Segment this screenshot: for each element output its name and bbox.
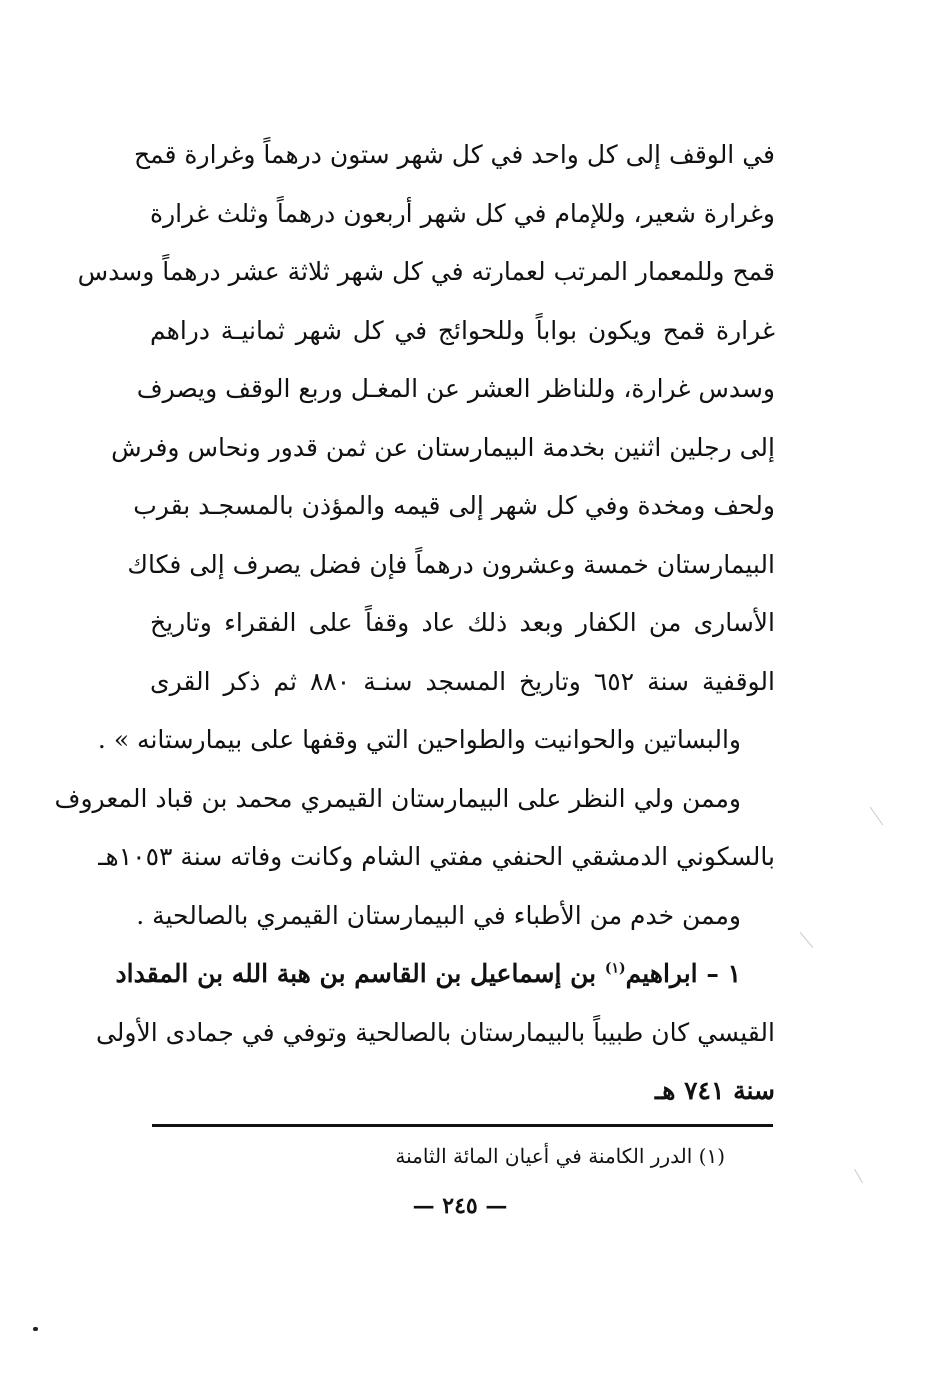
entry-name: ابراهيم xyxy=(625,959,698,988)
text-line: بالسكوني الدمشقي الحنفي مفتي الشام وكانت وفاته سنة ١٠٥٣هـ xyxy=(98,842,775,871)
text-line: وغرارة شعير، وللإمام في كل شهر أربعون درهماً وثلث غرارة xyxy=(150,198,775,228)
entry-number: ١ – xyxy=(706,959,741,988)
text-line: والبساتين والحوانيت والطواحين التي وقفها على بيمارستانه » . xyxy=(97,725,741,754)
ink-speck xyxy=(33,1327,38,1331)
footnote-divider xyxy=(152,1124,773,1127)
text-line: ولحف ومخدة وفي كل شهر إلى قيمه والمؤذن بالمسجـد بقرب xyxy=(133,491,775,520)
biography-entry-line xyxy=(115,945,775,1004)
text-line: في الوقف إلى كل واحد في كل شهر ستون درهماً وغرارة قمح xyxy=(133,140,775,169)
text-line: سنة ٧٤١ هـ xyxy=(654,1076,775,1105)
text-line: القيسي كان طبيباً بالبيمارستان بالصالحية وتوفي في جمادى الأولى xyxy=(95,1017,775,1047)
footnote-marker: (١) xyxy=(604,960,626,977)
scan-scratch xyxy=(854,1169,863,1183)
text-line: وممن خدم من الأطباء في البيمارستان القيمري بالصالحية . xyxy=(136,900,741,930)
text-line: وممن ولي النظر على البيمارستان القيمري محمد بن قباد المعروف xyxy=(54,783,741,813)
text-line: قمح وللمعمار المرتب لعمارته في كل شهر ثلاثة عشر درهماً وسدس xyxy=(77,257,775,286)
text-line: إلى رجلين اثنين بخدمة البيمارستان عن ثمن قدور ونحاس وفرش xyxy=(111,432,775,462)
text-line: الأسارى من الكفار وبعد ذلك عاد وقفاً على الفقراء وتاريخ xyxy=(150,608,775,637)
text-line: وسدس غرارة، وللناظر العشر عن المغـل وربع الوقف ويصرف xyxy=(136,374,775,403)
scan-scratch xyxy=(800,932,814,948)
text-line: البيمارستان خمسة وعشرون درهماً فإن فضل يصرف إلى فكاك xyxy=(127,549,775,579)
body-text xyxy=(54,126,775,1121)
text-line: غرارة قمح ويكون بواباً وللحوائج في كل شهر ثمانيـة دراهم xyxy=(150,315,775,345)
entry-lineage: بن إسماعيل بن القاسم بن هبة الله بن المقداد xyxy=(115,959,597,988)
page-number: — ٢٤٥ — xyxy=(412,1193,508,1219)
scan-scratch xyxy=(870,807,883,826)
footnote: (١) الدرر الكامنة في أعيان المائة الثامنة xyxy=(395,1144,725,1168)
text-line: الوقفية سنة ٦٥٢ وتاريخ المسجد سنـة ٨٨٠ ثم ذكر القرى xyxy=(150,666,775,696)
